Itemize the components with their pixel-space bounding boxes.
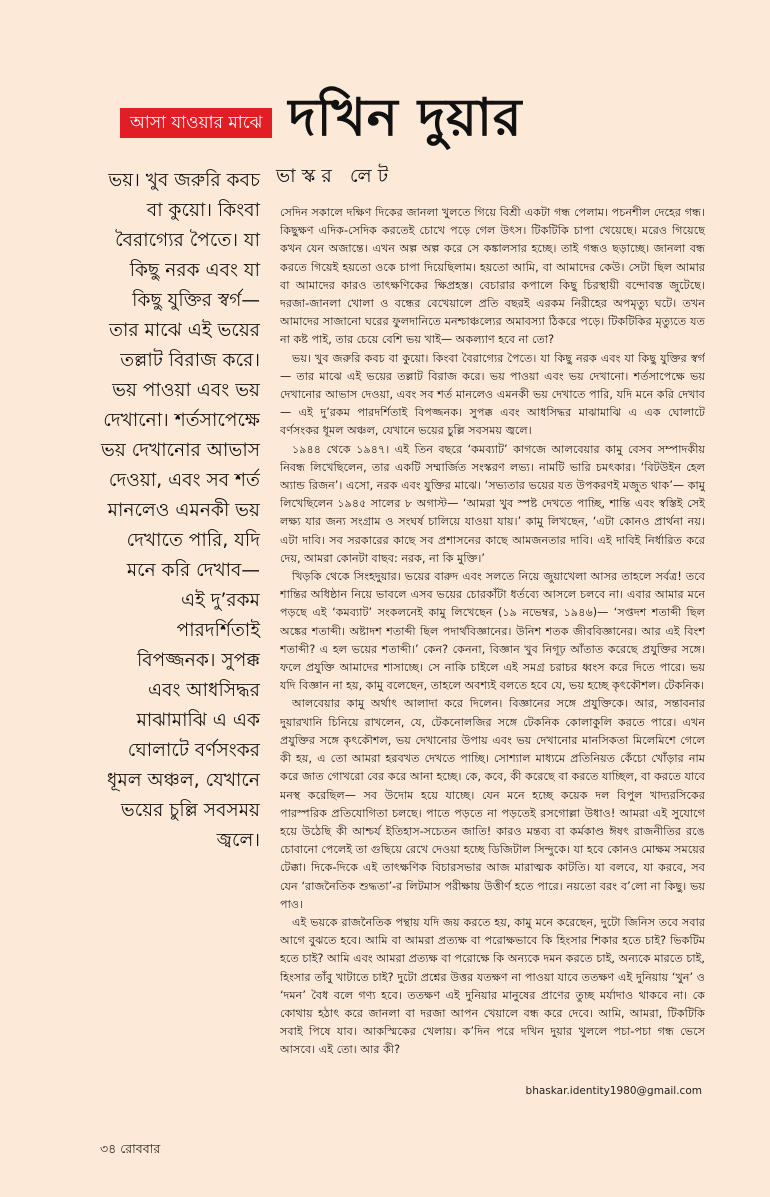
article-body [280, 204, 705, 1089]
article-paragraph: এই ভয়কে রাজনৈতিক পন্থায় যদি জয় করতে হয়, কামু মনে করেছেন, দুটো জিনিস তবে সবার আগে বুঝতে হবে। আমি বা আমরা প্রত্যক্ষ বা পরোক্ষভাবে কি হিংসার শিকার হতে চাই? ভিকটিম হতে চাই? আমি এবং আমরা প্রত্যক্ষ বা পরোক্ষে কি অন্যকে দমন করতে চাই, অন্যকে মারতে চাই, হিংসার তাঁবু খাটাতে চাই? দুটো প্রশ্নের উত্তর যতক্ষণ না পাওয়া যাবে ততক্ষণ এই দুনিয়ায় ‘খুন’ ও ‘দমন’ বৈধ বলে গণ্য হবে। ততক্ষণ এই দুনিয়ার মানুষের প্রাণের তুচ্ছ মর্যাদাও থাকবে না। কে কোথায় হঠাৎ করে জানলা বা দরজা আপন খেয়ালে বন্ধ করে দেবে। আমি, আমরা, টিকটিকি সবাই পিষে যাব। আকস্মিকের খেলায়। ক’দিন পরে দখিন দুয়ার খুললে পচা-পচা গন্ধ ভেসে আসবে। এই তো। আর কী? [280, 915, 705, 1057]
page-title: দখিন দুয়ার [288, 88, 523, 148]
page-folio: ৩৪ রোববার [100, 1141, 161, 1156]
author-byline: ভাস্কর লেট [276, 165, 395, 187]
article-paragraph: ভয়। খুব জরুরি কবচ বা কুয়ো। কিংবা বৈরাগ্যের পৈতে। যা কিছু নরক এবং যা কিছু যুক্তির স্বর্গ— তার মাঝে এই ভয়ের তল্লাট বিরাজ করে। ভয় পাওয়া এবং ভয় দেখানো। শর্তসাপেক্ষে ভয় দেখানোর আভাস দেওয়া, এবং সব শর্ত মানলেও এমনকী ভয় দেখাতে পারি, যদি মনে করি দেখাব— এই দু’রকম পারদর্শিতাই বিপজ্জনক। সুপক্ক এবং আধসিদ্ধর মাঝামাঝি এ এক ঘোলাটে বর্ণসংকর ধূমল অঞ্চল, যেখানে ভয়ের চুল্লি সবসময় জ্বলে। [280, 351, 705, 438]
author-email: bhaskar.identity1980@gmail.com [525, 1085, 702, 1097]
header [120, 88, 523, 148]
article-paragraph: খিড়কি থেকে সিংহদুয়ার। ভয়ের বারুদ এবং সলতে নিয়ে জুয়াখেলা আসর তাহলে সর্বত্র! তবে শান্তির অধিষ্ঠান নিয়ে ভাবলে এসব ভয়ের চোরকাঁটা ধর্তব্যে আসলে চলবে না। এবার আমার মনে পড়ছে এই ‘কমব্যাট’ সংকলনেই কামু লিখেছেন (১৯ নভেম্বর, ১৯৪৬)— ‘সপ্তদশ শতাব্দী ছিল অঙ্কের শতাব্দী। অষ্টাদশ শতাব্দী ছিল পদার্থবিজ্ঞানের। উনিশ শতক জীববিজ্ঞানের। আর এই বিংশ শতাব্দী? এ হল ভয়ের শতাব্দী।’ কেন? কেননা, বিজ্ঞান খুব নিগূঢ় আঁতাত করেছে প্রযুক্তির সঙ্গে। ফলে প্রযুক্তি আমাদের শাসাচ্ছে। সে নাকি চাইলে এই সমগ্র চরাচর ধ্বংস করে দিতে পারে। ভয় যদি বিজ্ঞান না হয়, কামু বলেছেন, তাহলে অবশ্যই বলতে হবে যে, ভয় হচ্ছে কৃৎকৌশল। টেকনিক। [280, 570, 705, 693]
pull-quote: ভয়। খুব জরুরি কবচ বা কুয়ো। কিংবা বৈরাগ্যের পৈতে। যা কিছু নরক এবং যা কিছু যুক্তির স্বর্গ— তার মাঝে এই ভয়ের তল্লাট বিরাজ করে। ভয় পাওয়া এবং ভয় দেখানো। শর্তসাপেক্ষে ভয় দেখানোর আভাস দেওয়া, এবং সব শর্ত মানলেও এমনকী ভয় দেখাতে পারি, যদি মনে করি দেখাব— এই দু’রকম পারদর্শিতাই বিপজ্জনক। সুপক্ক এবং আধসিদ্ধর মাঝামাঝি এ এক ঘোলাটে বর্ণসংকর ধূমল অঞ্চল, যেখানে ভয়ের চুল্লি সবসময় জ্বলে। [101, 170, 260, 851]
section-tag: আসা যাওয়ার মাঝে [120, 108, 272, 139]
article-paragraph: ১৯৪৪ থেকে ১৯৪৭। এই তিন বছরে ‘কমব্যাট’ কাগজে আলবেয়ার কামু বেসব সম্পাদকীয় নিবন্ধ লিখেছিলেন, তার একটি সম্মার্জিত সংস্করণ লভ্য। নামটি ভারি চমৎকার। ‘বিটউইন হেল অ্যান্ড রিজন’। এসো, নরক এবং যুক্তির মাঝে। ‘সভ্যতার ভয়ের যত উপকরণই মজুত থাক’— কামু লিখেছিলেন ১৯৪৫ সালের ৮ অগাস্ট— ‘আমরা খুব স্পষ্ট দেখতে পাচ্ছি, শান্তি এবং স্বস্তিই সেই লক্ষ্য যার জন্য সংগ্রাম ও সংঘর্ষ চালিয়ে যাওয়া যায়।’ কামু লিখছেন, ‘এটা কোনও প্রার্থনা নয়। এটা দাবি। সব সরকারের কাছে সব প্রশাসনের কাছে আমজনতার দাবি। এই দাবিই নির্ধারিত করে দেয়, আমরা কোনটা বাছব: নরক, না কি মুক্তি।’ [280, 442, 705, 565]
article-paragraph: সেদিন সকালে দক্ষিণ দিকের জানলা খুলতে গিয়ে বিশ্রী একটা গন্ধ পেলাম। পচনশীল দেহের গন্ধ। কিছুক্ষণ এদিক-সেদিক করতেই চোখে পড়ে গেল উৎস। টিকটিকি চাপা খেয়েছে। মরেও গিয়েছে কখন যেন অজান্তে। এখন অল্প অল্প করে সে কঙ্কালসার হচ্ছে। তাই গন্ধও ছড়াচ্ছে। জানলা বন্ধ করতে গিয়েই হয়তো ওকে চাপা দিয়েছিলাম। হয়তো আমি, বা আমাদের কেউ। সেটা ছিল আমার বা আমাদের কারও তাৎক্ষণিকের ক্ষিপ্রহস্ত। বেচারার কপালে কিছু চিরস্থায়ী বন্দোবস্ত জুটেছে। দরজা-জানলা খোলা ও বন্ধের বেখেয়ালে প্রতি বছরই এরকম নিরীহের অপমৃত্যু ঘটে। তখন আমাদের সাজানো ঘরের ফুলদানিতে মনশ্চাঞ্চল্যের অমাবস্যা ঠিকরে পড়ে। টিকটিকির মৃত্যুতে যত না কষ্ট পাই, তার চেয়ে বেশি ভয় খাই— অকল্যাণ হবে না তো? [280, 206, 705, 347]
article-paragraph: আলবেয়ার কামু অর্থাৎ আলাদা করে দিলেন। বিজ্ঞানের সঙ্গে প্রযুক্তিকে। আর, সন্তাবনার দুয়ারখানি চিনিয়ে রাখলেন, যে, টেকনোলজির সঙ্গে টেকনিক কোলাকুলি করতে পারে। এখন প্রযুক্তির সঙ্গে কৃৎকৌশল, ভয় দেখানোর উপায় এবং ভয় দেখানোর মানসিকতা মিলেমিশে গেলে কী হয়, এ তো আমরা হরবখত দেখতে পাচ্ছি। সোশ্যাল মাধ্যমে প্রতিনিয়ত কেঁচো খোঁড়ার নাম করে জাত গোখরো বের করে আনা হচ্ছে। কে, কবে, কী করেছে বা করতে যাচ্ছিল, বা করতে যাবে মনস্থ করেছিল— সব উদোম হয়ে যাচ্ছে। যেন মনে হচ্ছে কয়েক দল বিপুল খাদ্যরসিকের পারস্পরিক প্রতিযোগিতা চলছে। পাতে পড়তে না পড়তেই রসগোল্লা উধাও! আমরা এই সুযোগে হয়ে উঠেছি কী আশ্চর্য ইতিহাস-সচেতন জাতি! কারও মন্তব্য বা কর্মকাণ্ড ঈষৎ রাজনীতির রঙে চোবানো পেলেই তা গুছিয়ে রেখে দেওয়া হচ্ছে ডিজিটাল সিন্দুকে। যা হবে কোনও মোক্ষম সময়ের টেক্কা। দিকে-দিকে এই তাৎক্ষণিক বিচারসভার আজ মারাত্মক কাটতি। যা বলবে, যা করবে, সব যেন ‘রাজনৈতিক শুদ্ধতা’-র লিটমাস পরীক্ষায় উত্তীর্ণ হতে পারে। নয়তো বরং ব’লো না কিছু। ভয় পাও। [280, 697, 705, 911]
